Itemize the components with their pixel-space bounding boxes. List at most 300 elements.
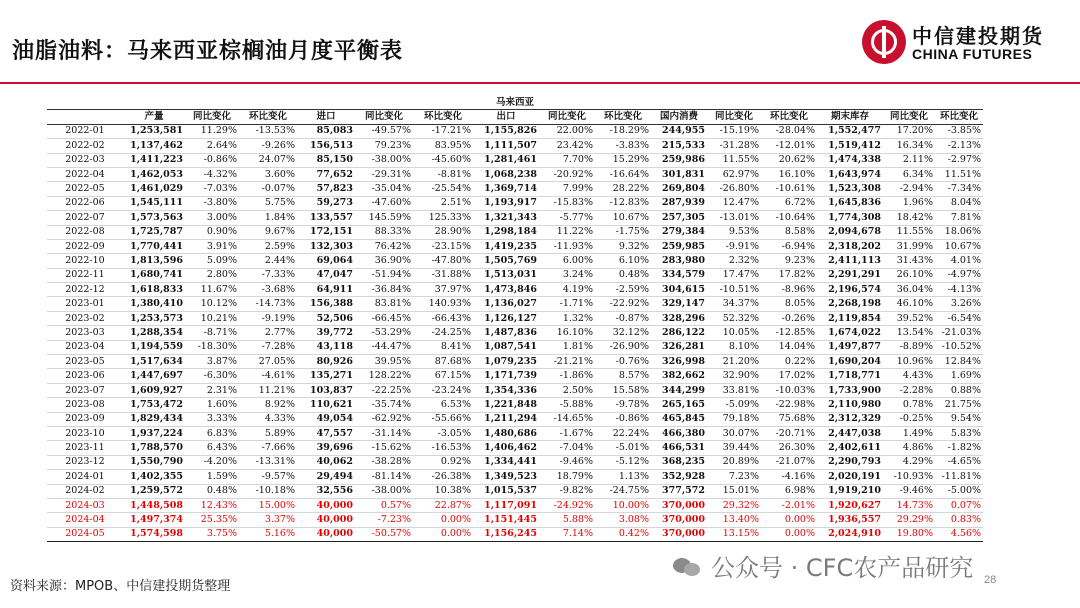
value-cell: 29.29% — [883, 513, 935, 527]
value-cell: 15.00% — [239, 498, 297, 512]
value-cell: 377,572 — [651, 484, 707, 498]
value-cell: 1,497,877 — [817, 340, 883, 354]
value-cell: 26.30% — [761, 441, 817, 455]
value-cell: 326,281 — [651, 340, 707, 354]
value-cell: 23.42% — [539, 139, 595, 153]
value-cell: 6.72% — [761, 196, 817, 210]
value-cell: 265,165 — [651, 398, 707, 412]
value-cell: -66.45% — [355, 311, 413, 325]
value-cell: 10.67% — [935, 239, 983, 253]
value-cell: 1,253,573 — [123, 311, 185, 325]
value-cell: 3.60% — [239, 167, 297, 181]
month-cell: 2023-09 — [47, 412, 123, 426]
table-row — [47, 340, 983, 354]
value-cell: 12.43% — [185, 498, 239, 512]
month-cell: 2023-11 — [47, 441, 123, 455]
value-cell: 2,119,854 — [817, 311, 883, 325]
value-cell: 5.75% — [239, 196, 297, 210]
value-cell: -2.59% — [595, 283, 651, 297]
value-cell: 9.54% — [935, 412, 983, 426]
watermark — [673, 548, 973, 583]
value-cell: 11.22% — [539, 225, 595, 239]
region-label: 马来西亚 — [47, 96, 983, 110]
table-row — [47, 513, 983, 527]
month-cell: 2022-09 — [47, 239, 123, 253]
value-cell: -1.67% — [539, 426, 595, 440]
value-cell: -0.87% — [595, 311, 651, 325]
value-cell: 47,557 — [297, 426, 355, 440]
value-cell: 2.80% — [185, 268, 239, 282]
value-cell: 9.32% — [595, 239, 651, 253]
column-header: 同比变化 — [539, 110, 595, 124]
value-cell: -36.84% — [355, 283, 413, 297]
value-cell: -26.80% — [707, 182, 761, 196]
value-cell: 244,955 — [651, 124, 707, 138]
wechat-icon — [673, 554, 703, 578]
value-cell: 0.83% — [935, 513, 983, 527]
value-cell: 6.53% — [413, 398, 473, 412]
value-cell: 1.32% — [539, 311, 595, 325]
value-cell: -4.65% — [935, 455, 983, 469]
value-cell: -12.85% — [761, 326, 817, 340]
value-cell: -8.71% — [185, 326, 239, 340]
value-cell: -5.12% — [595, 455, 651, 469]
value-cell: 13.54% — [883, 326, 935, 340]
value-cell: 1,253,581 — [123, 124, 185, 138]
value-cell: 156,513 — [297, 139, 355, 153]
value-cell: 0.57% — [355, 498, 413, 512]
value-cell: 1,680,741 — [123, 268, 185, 282]
month-cell: 2022-06 — [47, 196, 123, 210]
value-cell: 80,926 — [297, 355, 355, 369]
value-cell: 0.00% — [413, 513, 473, 527]
value-cell: 37.97% — [413, 283, 473, 297]
balance-table — [47, 96, 983, 542]
value-cell: 0.48% — [185, 484, 239, 498]
logo-cn-text: 中信建投期货 — [912, 24, 1044, 48]
month-cell: 2022-12 — [47, 283, 123, 297]
value-cell: 2,318,202 — [817, 239, 883, 253]
value-cell: 1,480,686 — [473, 426, 539, 440]
value-cell: -11.81% — [935, 470, 983, 484]
value-cell: 15.58% — [595, 383, 651, 397]
value-cell: 18.79% — [539, 470, 595, 484]
value-cell: 31.43% — [883, 254, 935, 268]
value-cell: 40,000 — [297, 513, 355, 527]
value-cell: 1.96% — [883, 196, 935, 210]
value-cell: 1,517,634 — [123, 355, 185, 369]
value-cell: 28.22% — [595, 182, 651, 196]
value-cell: 52.32% — [707, 311, 761, 325]
value-cell: 103,837 — [297, 383, 355, 397]
value-cell: -3.68% — [239, 283, 297, 297]
month-cell: 2022-05 — [47, 182, 123, 196]
value-cell: 2.77% — [239, 326, 297, 340]
value-cell: 0.88% — [935, 383, 983, 397]
value-cell: -10.93% — [883, 470, 935, 484]
value-cell: 9.53% — [707, 225, 761, 239]
value-cell: -55.66% — [413, 412, 473, 426]
value-cell: 27.05% — [239, 355, 297, 369]
value-cell: -5.09% — [707, 398, 761, 412]
value-cell: 0.92% — [413, 455, 473, 469]
table-row — [47, 196, 983, 210]
value-cell: 2,268,198 — [817, 297, 883, 311]
value-cell: 257,305 — [651, 211, 707, 225]
value-cell: 2.11% — [883, 153, 935, 167]
value-cell: -5.01% — [595, 441, 651, 455]
value-cell: -7.28% — [239, 340, 297, 354]
column-header: 同比变化 — [707, 110, 761, 124]
value-cell: 40,000 — [297, 527, 355, 541]
value-cell: 370,000 — [651, 498, 707, 512]
table-row — [47, 326, 983, 340]
value-cell: 0.00% — [761, 513, 817, 527]
value-cell: 1,156,245 — [473, 527, 539, 541]
value-cell: -7.66% — [239, 441, 297, 455]
value-cell: 43,118 — [297, 340, 355, 354]
value-cell: 2,312,329 — [817, 412, 883, 426]
month-cell: 2023-02 — [47, 311, 123, 325]
table-row — [47, 398, 983, 412]
value-cell: 13.40% — [707, 513, 761, 527]
column-header: 期末库存 — [817, 110, 883, 124]
value-cell: 2.32% — [707, 254, 761, 268]
logo-emblem-icon — [862, 20, 906, 64]
value-cell: -8.96% — [761, 283, 817, 297]
month-cell: 2023-05 — [47, 355, 123, 369]
value-cell: 8.58% — [761, 225, 817, 239]
value-cell: 83.95% — [413, 139, 473, 153]
value-cell: -9.46% — [539, 455, 595, 469]
value-cell: 4.29% — [883, 455, 935, 469]
value-cell: 39,696 — [297, 441, 355, 455]
value-cell: -4.61% — [239, 369, 297, 383]
value-cell: -31.88% — [413, 268, 473, 282]
value-cell: 1,448,508 — [123, 498, 185, 512]
page-number: 28 — [984, 574, 997, 586]
value-cell: -4.20% — [185, 455, 239, 469]
value-cell: 0.42% — [595, 527, 651, 541]
value-cell: -20.92% — [539, 167, 595, 181]
value-cell: -45.60% — [413, 153, 473, 167]
value-cell: 1,402,355 — [123, 470, 185, 484]
value-cell: 36.90% — [355, 254, 413, 268]
value-cell: -1.71% — [539, 297, 595, 311]
value-cell: -35.74% — [355, 398, 413, 412]
value-cell: 34.37% — [707, 297, 761, 311]
value-cell: 21.75% — [935, 398, 983, 412]
value-cell: -21.03% — [935, 326, 983, 340]
value-cell: 145.59% — [355, 211, 413, 225]
table-row — [47, 268, 983, 282]
table-row — [47, 470, 983, 484]
value-cell: 39.95% — [355, 355, 413, 369]
value-cell: -9.82% — [539, 484, 595, 498]
value-cell: 135,271 — [297, 369, 355, 383]
value-cell: -47.60% — [355, 196, 413, 210]
value-cell: 1.49% — [883, 426, 935, 440]
value-cell: -0.25% — [883, 412, 935, 426]
value-cell: 1,321,343 — [473, 211, 539, 225]
value-cell: 9.67% — [239, 225, 297, 239]
value-cell: -31.28% — [707, 139, 761, 153]
value-cell: -9.46% — [883, 484, 935, 498]
month-cell: 2022-01 — [47, 124, 123, 138]
value-cell: 1,937,224 — [123, 426, 185, 440]
month-cell: 2024-05 — [47, 527, 123, 541]
value-cell: 22.00% — [539, 124, 595, 138]
value-cell: 18.06% — [935, 225, 983, 239]
value-cell: 39,772 — [297, 326, 355, 340]
table-row — [47, 527, 983, 541]
value-cell: 5.88% — [539, 513, 595, 527]
value-cell: -44.47% — [355, 340, 413, 354]
value-cell: -0.86% — [595, 412, 651, 426]
value-cell: 88.33% — [355, 225, 413, 239]
value-cell: 0.07% — [935, 498, 983, 512]
value-cell: 79.23% — [355, 139, 413, 153]
value-cell: -21.07% — [761, 455, 817, 469]
value-cell: 87.68% — [413, 355, 473, 369]
column-header: 同比变化 — [883, 110, 935, 124]
value-cell: 368,235 — [651, 455, 707, 469]
value-cell: 1.60% — [185, 398, 239, 412]
value-cell: 3.00% — [185, 211, 239, 225]
value-cell: 36.04% — [883, 283, 935, 297]
value-cell: -13.31% — [239, 455, 297, 469]
value-cell: 12.84% — [935, 355, 983, 369]
value-cell: 352,928 — [651, 470, 707, 484]
value-cell: -16.64% — [595, 167, 651, 181]
table-row — [47, 153, 983, 167]
value-cell: -0.07% — [239, 182, 297, 196]
month-cell: 2022-08 — [47, 225, 123, 239]
value-cell: 1,753,472 — [123, 398, 185, 412]
value-cell: 259,986 — [651, 153, 707, 167]
value-cell: 1,545,111 — [123, 196, 185, 210]
value-cell: 1,497,374 — [123, 513, 185, 527]
value-cell: -4.97% — [935, 268, 983, 282]
column-header: 环比变化 — [239, 110, 297, 124]
value-cell: -10.52% — [935, 340, 983, 354]
value-cell: 16.34% — [883, 139, 935, 153]
value-cell: 11.51% — [935, 167, 983, 181]
value-cell: -12.83% — [595, 196, 651, 210]
value-cell: 8.05% — [761, 297, 817, 311]
value-cell: 8.04% — [935, 196, 983, 210]
month-cell: 2023-10 — [47, 426, 123, 440]
value-cell: 3.91% — [185, 239, 239, 253]
value-cell: 62.97% — [707, 167, 761, 181]
value-cell: 0.22% — [761, 355, 817, 369]
value-cell: 5.83% — [935, 426, 983, 440]
value-cell: 5.16% — [239, 527, 297, 541]
table-row — [47, 139, 983, 153]
value-cell: -20.71% — [761, 426, 817, 440]
table-row — [47, 254, 983, 268]
value-cell: 0.90% — [185, 225, 239, 239]
company-logo — [862, 18, 1072, 78]
value-cell: 69,064 — [297, 254, 355, 268]
value-cell: -3.85% — [935, 124, 983, 138]
value-cell: 8.10% — [707, 340, 761, 354]
value-cell: 215,533 — [651, 139, 707, 153]
value-cell: -21.21% — [539, 355, 595, 369]
value-cell: 57,823 — [297, 182, 355, 196]
value-cell: 259,985 — [651, 239, 707, 253]
value-cell: -15.19% — [707, 124, 761, 138]
value-cell: 1,211,294 — [473, 412, 539, 426]
value-cell: -24.75% — [595, 484, 651, 498]
value-cell: 3.26% — [935, 297, 983, 311]
value-cell: -5.88% — [539, 398, 595, 412]
value-cell: -66.43% — [413, 311, 473, 325]
value-cell: 4.19% — [539, 283, 595, 297]
value-cell: 0.78% — [883, 398, 935, 412]
logo-en-text: CHINA FUTURES — [912, 46, 1033, 62]
value-cell: -9.26% — [239, 139, 297, 153]
value-cell: -22.98% — [761, 398, 817, 412]
value-cell: 0.48% — [595, 268, 651, 282]
value-cell: 83.81% — [355, 297, 413, 311]
value-cell: 6.34% — [883, 167, 935, 181]
value-cell: -51.94% — [355, 268, 413, 282]
value-cell: 29.32% — [707, 498, 761, 512]
value-cell: 52,506 — [297, 311, 355, 325]
value-cell: 28.90% — [413, 225, 473, 239]
value-cell: 10.21% — [185, 311, 239, 325]
value-cell: 1,447,697 — [123, 369, 185, 383]
value-cell: -53.29% — [355, 326, 413, 340]
value-cell: 6.98% — [761, 484, 817, 498]
value-cell: -7.34% — [935, 182, 983, 196]
value-cell: -22.92% — [595, 297, 651, 311]
value-cell: 11.55% — [883, 225, 935, 239]
value-cell: 2,110,980 — [817, 398, 883, 412]
value-cell: 10.05% — [707, 326, 761, 340]
value-cell: 279,384 — [651, 225, 707, 239]
value-cell: 1,645,836 — [817, 196, 883, 210]
value-cell: -14.65% — [539, 412, 595, 426]
value-cell: 40,062 — [297, 455, 355, 469]
value-cell: -3.80% — [185, 196, 239, 210]
value-cell: 172,151 — [297, 225, 355, 239]
value-cell: 1,505,769 — [473, 254, 539, 268]
value-cell: 29,494 — [297, 470, 355, 484]
value-cell: 1,718,771 — [817, 369, 883, 383]
value-cell: 3.08% — [595, 513, 651, 527]
value-cell: 1,137,462 — [123, 139, 185, 153]
value-cell: -62.92% — [355, 412, 413, 426]
value-cell: -23.15% — [413, 239, 473, 253]
value-cell: 10.12% — [185, 297, 239, 311]
value-cell: -26.38% — [413, 470, 473, 484]
value-cell: 140.93% — [413, 297, 473, 311]
value-cell: -2.97% — [935, 153, 983, 167]
value-cell: -8.81% — [413, 167, 473, 181]
value-cell: 39.52% — [883, 311, 935, 325]
source-note: 资料来源：MPOB、中信建投期货整理 — [10, 579, 231, 594]
value-cell: 1.59% — [185, 470, 239, 484]
value-cell: -38.00% — [355, 484, 413, 498]
value-cell: 31.99% — [883, 239, 935, 253]
value-cell: 75.68% — [761, 412, 817, 426]
value-cell: -10.61% — [761, 182, 817, 196]
value-cell: 8.92% — [239, 398, 297, 412]
value-cell: 344,299 — [651, 383, 707, 397]
month-cell: 2023-03 — [47, 326, 123, 340]
table-row — [47, 441, 983, 455]
value-cell: 269,804 — [651, 182, 707, 196]
value-cell: -38.28% — [355, 455, 413, 469]
value-cell: 17.47% — [707, 268, 761, 282]
value-cell: 1,513,031 — [473, 268, 539, 282]
value-cell: 286,122 — [651, 326, 707, 340]
value-cell: -2.28% — [883, 383, 935, 397]
value-cell: 110,621 — [297, 398, 355, 412]
value-cell: 76.42% — [355, 239, 413, 253]
value-cell: 1,281,461 — [473, 153, 539, 167]
value-cell: -9.19% — [239, 311, 297, 325]
table-row — [47, 311, 983, 325]
value-cell: 1,461,029 — [123, 182, 185, 196]
value-cell: 25.35% — [185, 513, 239, 527]
value-cell: 1,111,507 — [473, 139, 539, 153]
value-cell: 22.24% — [595, 426, 651, 440]
value-cell: 6.43% — [185, 441, 239, 455]
value-cell: 2.51% — [413, 196, 473, 210]
value-cell: -12.01% — [761, 139, 817, 153]
value-cell: -7.23% — [355, 513, 413, 527]
value-cell: -3.05% — [413, 426, 473, 440]
column-header: 同比变化 — [185, 110, 239, 124]
value-cell: -7.04% — [539, 441, 595, 455]
month-cell: 2022-11 — [47, 268, 123, 282]
value-cell: -5.00% — [935, 484, 983, 498]
value-cell: 1,813,596 — [123, 254, 185, 268]
value-cell: -1.75% — [595, 225, 651, 239]
month-cell: 2022-07 — [47, 211, 123, 225]
value-cell: 1,770,441 — [123, 239, 185, 253]
value-cell: 1,788,570 — [123, 441, 185, 455]
value-cell: 3.24% — [539, 268, 595, 282]
value-cell: -4.16% — [761, 470, 817, 484]
value-cell: 1,380,410 — [123, 297, 185, 311]
value-cell: -2.13% — [935, 139, 983, 153]
value-cell: -24.92% — [539, 498, 595, 512]
value-cell: 11.21% — [239, 383, 297, 397]
value-cell: 1,474,338 — [817, 153, 883, 167]
value-cell: -8.89% — [883, 340, 935, 354]
value-cell: -14.73% — [239, 297, 297, 311]
value-cell: 32.12% — [595, 326, 651, 340]
value-cell: 0.00% — [413, 527, 473, 541]
value-cell: -2.94% — [883, 182, 935, 196]
value-cell: 3.37% — [239, 513, 297, 527]
value-cell: 2.59% — [239, 239, 297, 253]
value-cell: 1,523,308 — [817, 182, 883, 196]
value-cell: 1,574,598 — [123, 527, 185, 541]
value-cell: 85,150 — [297, 153, 355, 167]
value-cell: -3.83% — [595, 139, 651, 153]
value-cell: 16.10% — [761, 167, 817, 181]
value-cell: 1,136,027 — [473, 297, 539, 311]
table-row — [47, 124, 983, 138]
value-cell: -4.32% — [185, 167, 239, 181]
value-cell: 2,024,910 — [817, 527, 883, 541]
value-cell: 1,171,739 — [473, 369, 539, 383]
